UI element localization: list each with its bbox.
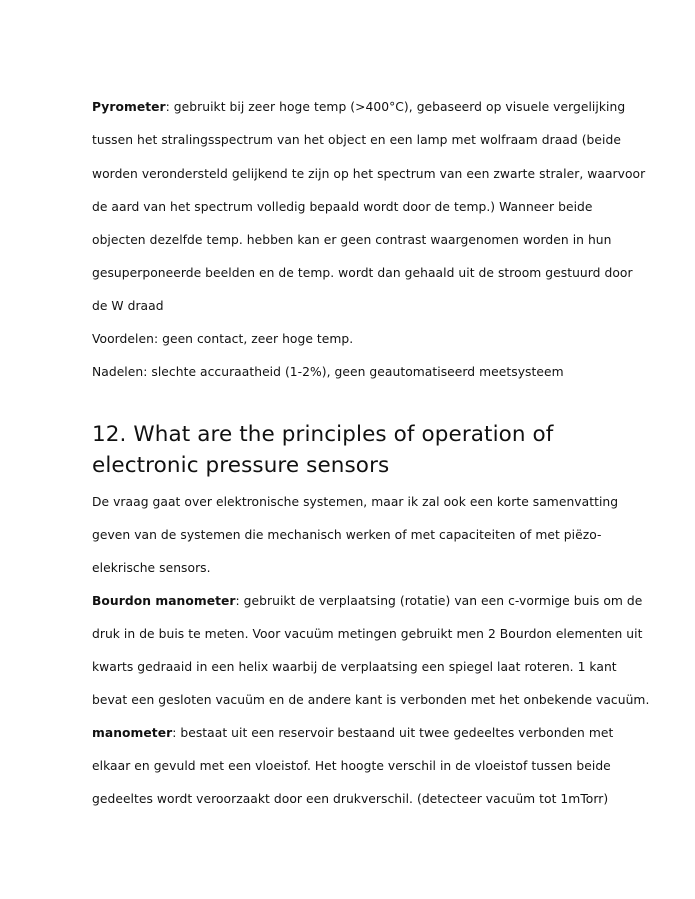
bourdon-line-1	[92, 593, 642, 609]
bourdon-text: : gebruikt de verplaatsing (rotatie) van een c-vormige buis om de	[235, 594, 643, 608]
manometer-line-1	[92, 725, 613, 741]
pyrometer-line-7: de W draad	[92, 299, 164, 313]
question-12-heading-line-1: 12. What are the principles of operation of	[92, 422, 554, 447]
bourdon-line-3: kwarts gedraaid in een helix waarbij de verplaatsing een spiegel laat roteren. 1 kant	[92, 660, 617, 674]
manometer-text: : bestaat uit een reservoir bestaand uit twee gedeeltes verbonden met	[172, 726, 614, 740]
pyrometer-term: Pyrometer	[92, 100, 166, 114]
question-12-heading-line-2: electronic pressure sensors	[92, 453, 390, 478]
pyrometer-text: : gebruikt bij zeer hoge temp (>400°C), gebaseerd op visuele vergelijking	[165, 100, 626, 114]
pyrometer-line-2: tussen het stralingsspectrum van het object en een lamp met wolfraam draad (beide	[92, 133, 621, 147]
pyrometer-line-4: de aard van het spectrum volledig bepaald wordt door de temp.) Wanneer beide	[92, 200, 593, 214]
manometer-line-2: elkaar en gevuld met een vloeistof. Het hoogte verschil in de vloeistof tussen beide	[92, 759, 611, 773]
pyrometer-line-1	[92, 99, 625, 115]
intro-line-1: De vraag gaat over elektronische systemen, maar ik zal ook een korte samenvatting	[92, 495, 619, 509]
bourdon-line-2: druk in de buis te meten. Voor vacuüm metingen gebruikt men 2 Bourdon elementen uit	[92, 627, 643, 641]
intro-line-2: geven van de systemen die mechanisch werken of met capaciteiten of met piëzo-	[92, 528, 602, 542]
pyrometer-line-3: worden verondersteld gelijkend te zijn op het spectrum van een zwarte straler, waarvoor	[92, 167, 646, 181]
pyrometer-disadvantages: Nadelen: slechte accuraatheid (1-2%), geen geautomatiseerd meetsysteem	[92, 365, 564, 379]
pyrometer-line-5: objecten dezelfde temp. hebben kan er geen contrast waargenomen worden in hun	[92, 233, 612, 247]
bourdon-term: Bourdon manometer	[92, 594, 236, 608]
manometer-term: manometer	[92, 726, 173, 740]
pyrometer-line-6: gesuperponeerde beelden en de temp. wordt dan gehaald uit de stroom gestuurd door	[92, 266, 633, 280]
bourdon-line-4: bevat een gesloten vacuüm en de andere kant is verbonden met het onbekende vacuüm.	[92, 693, 650, 707]
manometer-line-3: gedeeltes wordt veroorzaakt door een drukverschil. (detecteer vacuüm tot 1mTorr)	[92, 792, 609, 806]
pyrometer-advantages: Voordelen: geen contact, zeer hoge temp.	[92, 332, 354, 346]
intro-line-3: elekrische sensors.	[92, 561, 211, 575]
